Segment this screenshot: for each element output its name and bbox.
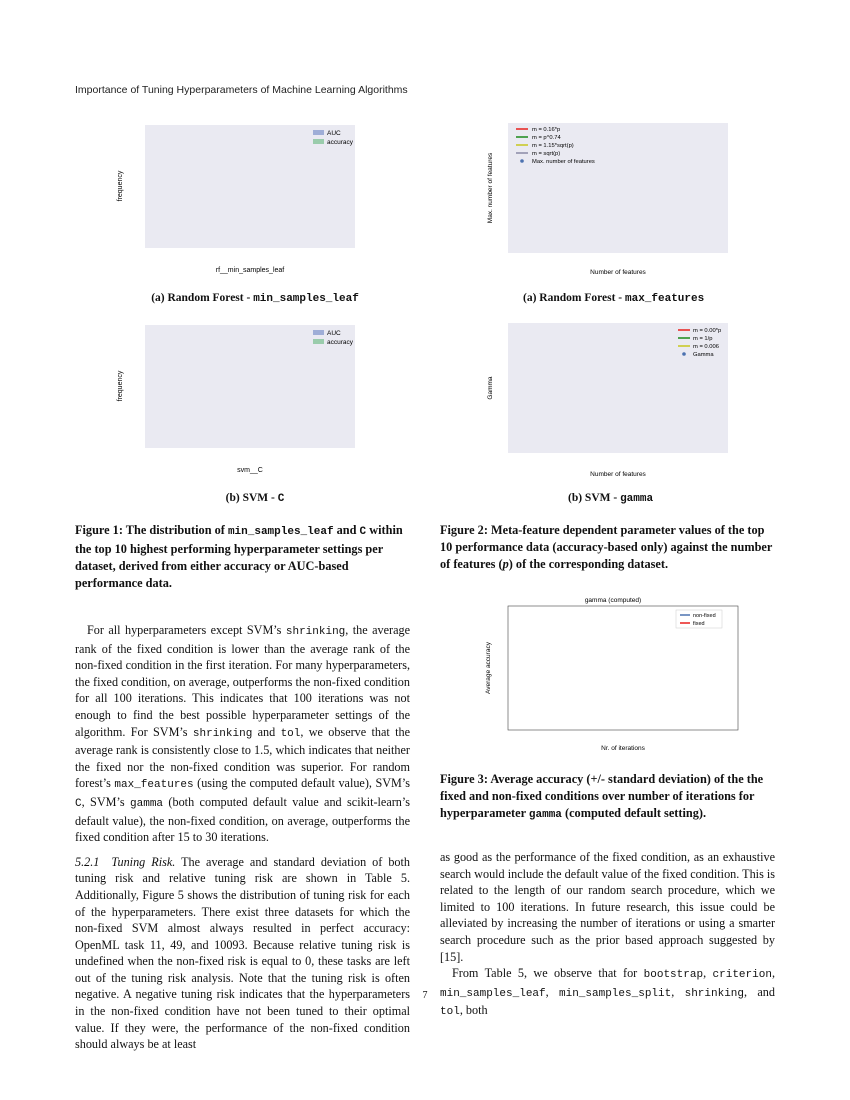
figure-1a-caption: (a) Random Forest - min_samples_leaf (151, 292, 359, 305)
x-axis-label: rf__min_samples_leaf (215, 267, 285, 274)
legend-item: m = 1/p (693, 336, 713, 342)
figure-2b-caption: (b) SVM - gamma (568, 492, 654, 505)
y-axis-label: Gamma (487, 376, 494, 400)
legend-item: Gamma (693, 352, 714, 358)
y-axis-label: frequency (117, 170, 124, 202)
legend-item: m = sqrt(p) (532, 151, 561, 157)
legend-item: m = 1.15*sqrt(p) (532, 143, 574, 149)
legend-item: m = 0.16*p (532, 127, 561, 133)
y-axis-label: Max. number of features (487, 152, 494, 224)
legend-item: Max. number of features (532, 159, 595, 165)
figure-2a-caption: (a) Random Forest - max_features (523, 292, 705, 305)
legend-accuracy: accuracy (327, 139, 354, 146)
figure-2-caption: Figure 2: Meta-feature dependent parameter values of the top 10 performance data (accuracy-based only) against the number of features (p) of the corresponding dataset. (440, 523, 773, 571)
legend-swatch-auc (313, 130, 324, 135)
paragraph: 5.2.1 Tuning Risk. The average and standard deviation of both tuning risk and relative tuning risk are shown in Table 5. Additionally, Figure 5 shows the distribution of tuning risk for each of the hyperparameters. There exist three datasets for which the non-fixed SVM almost always resulted in perfect accuracy: OpenML task 11, 49, and 10093. Because relative tuning risk is undefined when the non-fixed risk is equal to 0, these tasks are left out of the tuning risk analysis. Note that the tuning risk is often negative. A negative tuning risk indicates that the hyperparameters in the non-fixed condition have not been tuned to their optimal value. If they were, the performance of the non-fixed condition should always be at least (75, 854, 410, 1052)
plot-area (508, 323, 728, 453)
figure-2a-scatter (478, 118, 738, 283)
running-header: Importance of Tuning Hyperparameters of Machine Learning Algorithms (75, 84, 408, 96)
legend-non-fixed: non-fixed (693, 613, 716, 619)
legend-swatch-auc (313, 330, 324, 335)
page-number: 7 (422, 990, 428, 1001)
figure-1b-histogram (110, 320, 370, 480)
figure-3-caption: Figure 3: Average accuracy (+/- standard deviation) of the the fixed and non-fixed conditions over number of iterations for hyperparameter gamma (computed default setting). (440, 772, 764, 821)
x-axis-label: Number of features (590, 471, 646, 478)
legend-auc: AUC (327, 330, 341, 337)
legend-accuracy: accuracy (327, 339, 354, 346)
legend-swatch-accuracy (313, 339, 324, 344)
y-axis-label: frequency (117, 370, 124, 402)
x-axis-label: Number of features (590, 269, 646, 276)
x-axis-label: svm__C (237, 467, 263, 474)
legend-swatch-accuracy (313, 139, 324, 144)
figure-1-caption: Figure 1: The distribution of min_samples_leaf and C within the top 10 highest performing hyperparameter settings per dataset, derived from either accuracy or AUC-based performance data. (75, 523, 403, 590)
figure-1b-caption: (b) SVM - C (225, 492, 285, 505)
chart-title: gamma (computed) (584, 597, 642, 604)
legend-item: m = 0.006 (693, 344, 719, 350)
figure-2b-scatter (478, 318, 738, 483)
paragraph: as good as the performance of the fixed condition, as an exhaustive search would include the default value of the fixed condition. This is related to the length of our random search procedure, which we limited to 100 iterations. In future research, this issue could be alleviated by increasing the number of iterations or using a smarter search procedure such as the prior based approach suggested by [15]. (440, 850, 775, 964)
x-axis-label: Nr. of iterations (601, 745, 645, 752)
paragraph: From Table 5, we observe that for bootstrap, criterion, min_samples_leaf, min_samples_split, shrinking, and tol, both (440, 966, 775, 1019)
figure-3-line-chart (478, 592, 748, 757)
paragraph: For all hyperparameters except SVM’s shrinking, the average rank of the fixed condition is lower than the average rank of the non-fixed condition in the first iteration. For many hyperparameters, the fixed condition, on average, outperforms the non-fixed condition for all 100 iterations. This indicates that 100 iterations was not enough to find the best possible hyperparameter settings of the algorithm. For SVM’s shrinking and tol, we observe that the average rank is consistently close to 1.5, which indicates that neither the fixed nor the non-fixed condition was superior. For random forest’s max_features (using the computed default value), SVM’s C, SVM’s gamma (both computed default value and scikit-learn’s default value), the non-fixed condition, on average, outperforms the fixed condition after 15 to 30 iterations. (75, 623, 411, 845)
y-axis-label: Average accuracy (485, 642, 492, 694)
legend-item: m = 0.00*p (693, 328, 722, 334)
legend-fixed: fixed (693, 621, 705, 627)
legend-item: m = p^0.74 (532, 135, 561, 141)
legend-auc: AUC (327, 130, 341, 137)
figure-1a-histogram (110, 120, 370, 285)
subsection-heading: Tuning Risk. (111, 854, 176, 869)
left-column-text (75, 622, 410, 1053)
